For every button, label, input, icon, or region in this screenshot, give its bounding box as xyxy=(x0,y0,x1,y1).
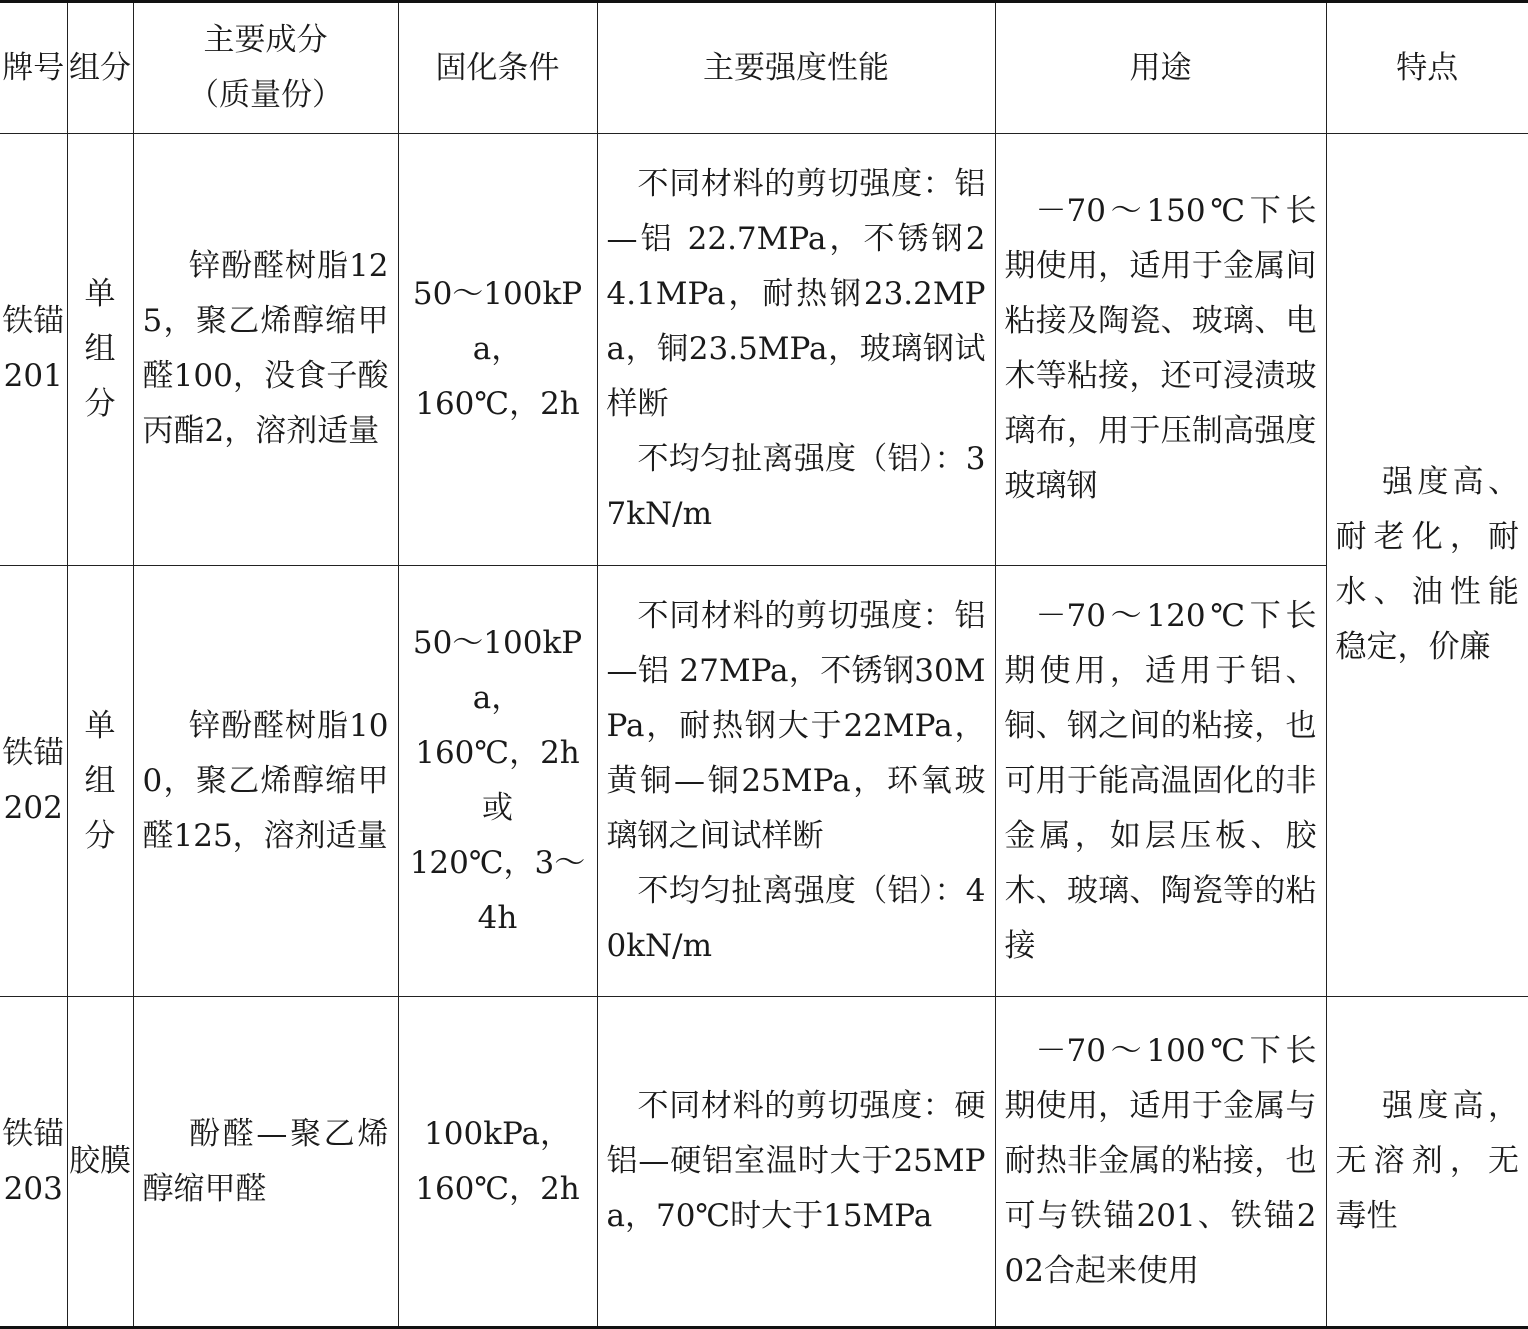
strength-peel: 不均匀扯离强度（铝）：40kN/m xyxy=(606,872,986,964)
cell-curing xyxy=(398,997,597,1328)
table-row xyxy=(0,565,1528,997)
component-char: 分 xyxy=(84,817,116,854)
cell-usage: －70～100℃下长期使用，适用于金属与耐热非金属的粘接，也可与铁锚201、铁锚202合起来使用 xyxy=(995,997,1326,1328)
cell-usage: －70～120℃下长期使用，适用于铝、铜、钢之间的粘接，也可用于能高温固化的非金属，如层压板、胶木、玻璃、陶瓷等的粘接 xyxy=(995,565,1326,997)
cell-brand xyxy=(0,565,67,997)
cell-strength xyxy=(597,134,995,566)
brand-name: 铁锚 xyxy=(2,1115,65,1152)
brand-number: 203 xyxy=(3,1170,63,1207)
cell-strength xyxy=(597,997,995,1328)
curing-line: 160℃，2h xyxy=(415,1170,580,1207)
brand-number: 201 xyxy=(3,358,63,395)
cell-brand xyxy=(0,134,67,566)
strength-peel: 不均匀扯离强度（铝）：37kN/m xyxy=(606,440,986,532)
component-char: 组 xyxy=(84,762,116,799)
curing-line: 160℃，2h xyxy=(415,385,580,422)
cell-ingredients: 锌酚醛树脂125，聚乙烯醇缩甲醛100，没食子酸丙酯2，溶剂适量 xyxy=(133,134,398,566)
component-char: 单 xyxy=(84,275,116,312)
cell-ingredients: 锌酚醛树脂100，聚乙烯醇缩甲醛125，溶剂适量 xyxy=(133,565,398,997)
header-component: 组分 xyxy=(67,2,133,134)
cell-ingredients: 酚醛—聚乙烯醇缩甲醛 xyxy=(133,997,398,1328)
strength-shear: 不同材料的剪切强度：铝—铝 27MPa，不锈钢30MPa，耐热钢大于22MPa，黄铜—铜25MPa，环氧玻璃钢之间试样断 xyxy=(606,597,986,854)
table-row xyxy=(0,997,1528,1328)
cell-component: 胶膜 xyxy=(67,997,133,1328)
cell-strength xyxy=(597,565,995,997)
cell-curing xyxy=(398,134,597,566)
curing-line: 50～100kPa， xyxy=(412,625,583,717)
strength-shear: 不同材料的剪切强度：硬铝—硬铝室温时大于25MPa，70℃时大于15MPa xyxy=(606,1088,986,1235)
header-curing-conditions: 固化条件 xyxy=(398,2,597,134)
header-usage: 用途 xyxy=(995,2,1326,134)
curing-line: 50～100kPa， xyxy=(412,275,583,367)
header-brand: 牌号 xyxy=(0,2,67,134)
header-row xyxy=(0,2,1528,134)
brand-name: 铁锚 xyxy=(2,735,65,772)
curing-line: 120℃，3～4h xyxy=(409,845,586,937)
cell-component xyxy=(67,565,133,997)
header-features: 特点 xyxy=(1326,2,1528,134)
brand-number: 202 xyxy=(3,790,63,827)
table-row xyxy=(0,134,1528,566)
header-main-ingredients-line2: （质量份） xyxy=(188,77,343,113)
curing-line: 100kPa， xyxy=(424,1115,571,1152)
cell-features-shared: 强度高、耐老化，耐水、油性能稳定，价廉 xyxy=(1326,134,1528,997)
curing-line: 160℃，2h 或 xyxy=(415,735,580,827)
cell-usage: －70～150℃下长期使用，适用于金属间粘接及陶瓷、玻璃、电木等粘接，还可浸渍玻璃布，用于压制高强度玻璃钢 xyxy=(995,134,1326,566)
header-main-ingredients xyxy=(133,2,398,134)
strength-shear: 不同材料的剪切强度：铝—铝 22.7MPa，不锈钢24.1MPa，耐热钢23.2MPa，铜23.5MPa，玻璃钢试样断 xyxy=(606,165,986,422)
component-char: 组 xyxy=(84,330,116,367)
cell-brand xyxy=(0,997,67,1328)
component-char: 分 xyxy=(84,385,116,422)
cell-features: 强度高，无溶剂，无毒性 xyxy=(1326,997,1528,1328)
header-main-strength: 主要强度性能 xyxy=(597,2,995,134)
brand-name: 铁锚 xyxy=(2,303,65,340)
component-char: 单 xyxy=(84,707,116,744)
cell-component xyxy=(67,134,133,566)
cell-curing xyxy=(398,565,597,997)
header-main-ingredients-line1: 主要成分 xyxy=(203,22,328,58)
